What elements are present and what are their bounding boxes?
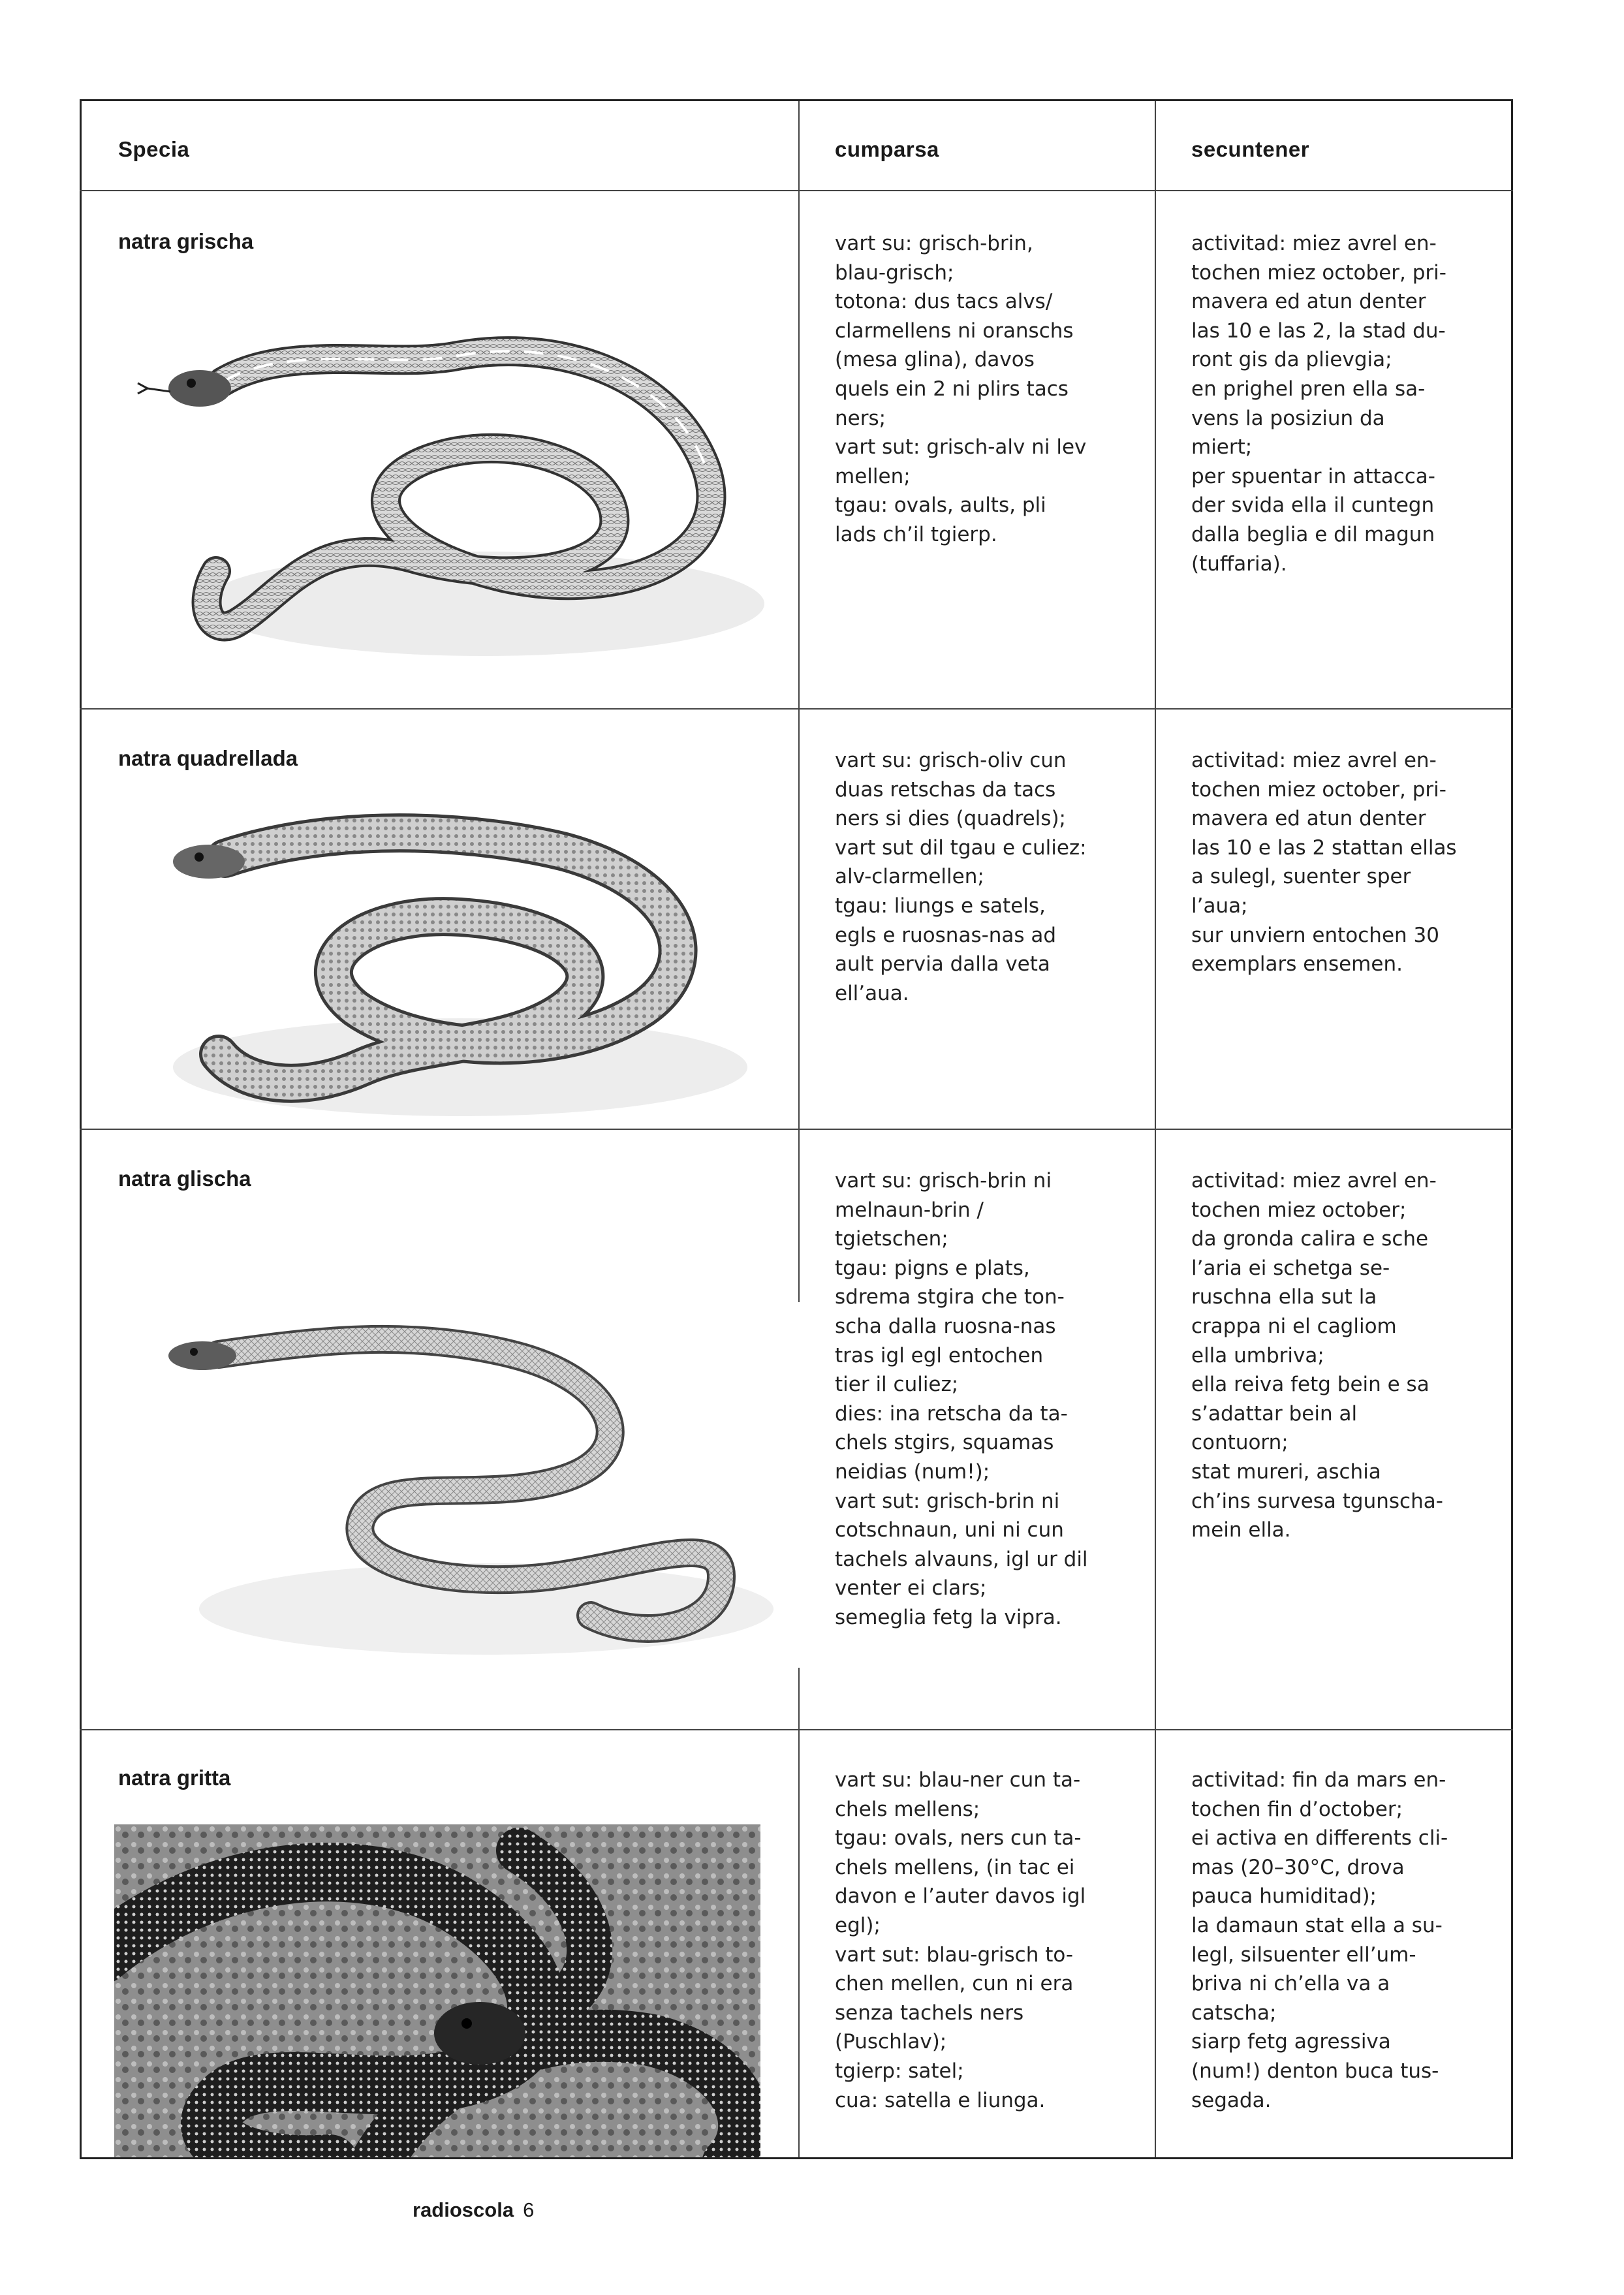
- page-footer: [413, 2198, 534, 2222]
- appearance-natra-grischa: vart su: grisch-brin, blau-grisch; totona: dus tacs alvs/ clarmellens ni oranschs (mesa glina), davos quels ein 2 ni plirs tacs ners; vart sut: grisch-alv ni lev mellen; tgau: ovals, aults, pli lads ch’il tgierp.: [835, 232, 1087, 546]
- snake-illustration-natra-quadrellada: [147, 793, 767, 1119]
- snake-illustration-natra-grischa: [118, 297, 771, 663]
- appearance-natra-glischa: vart su: grisch-brin ni melnaun-brin / tgietschen; tgau: pigns e plats, sdrema stgira che ton- scha dalla ruosna-nas tras igl egl entochen tier il culiez; dies: ina retscha da ta- chels stgirs, squamas neidias (num!); vart sut: grisch-brin ni cotschnaun, uni ni cun tachels alvauns, igl ur dil venter ei clars; semeglia fetg la vipra.: [835, 1169, 1088, 1629]
- publication-name: radioscola: [413, 2198, 514, 2221]
- row-divider: [80, 1729, 1513, 1730]
- header-behavior: secuntener: [1191, 137, 1310, 161]
- appearance-natra-quadrellada: vart su: grisch-oliv cun duas retschas da tacs ners si dies (quadrels); vart sut dil tgau e culiez: alv-clarmellen; tgau: liungs e satels, egls e ruosnas-nas ad ault pervia dalla veta ell’aua.: [835, 749, 1087, 1005]
- behavior-natra-gritta: activitad: fin da mars en- tochen fin d’october; ei activa en differents cli- mas (20–30°C, drova pauca humiditad); la damaun stat ella a su- legl, silsuenter ell’um- briva ni ch’ella va a catscha; siarp fetg agressiva (num!) denton buca tus- segada.: [1191, 1768, 1448, 2112]
- row-divider: [80, 1129, 1513, 1130]
- row-divider: [80, 708, 1513, 710]
- species-name-natra-grischa: natra grischa: [118, 229, 254, 253]
- header-appearance: cumparsa: [835, 137, 939, 161]
- species-name-natra-quadrellada: natra quadrellada: [118, 746, 298, 770]
- behavior-natra-glischa: activitad: miez avrel en- tochen miez october; da gronda calira e sche l’aria ei schetga se- ruschna ella sut la crappa ni el cagliom ella umbriva; ella reiva fetg bein e sa s’adattar bein al contuorn; stat mureri, aschia ch’ins survesa tgunscha- mein ella.: [1191, 1169, 1443, 1542]
- snake-photo-natra-gritta: [114, 1824, 760, 2157]
- species-table: [80, 99, 1513, 2159]
- header-divider: [80, 190, 1513, 191]
- appearance-natra-gritta: vart su: blau-ner cun ta- chels mellens; tgau: ovals, ners cun ta- chels mellens, (in tac ei davon e l’auter davos igl egl); vart sut: blau-grisch to- chen mellen, cun ni era senza tachels ners (Puschlav); tgierp: satel; cua: satella e liunga.: [835, 1768, 1086, 2112]
- behavior-natra-quadrellada: activitad: miez avrel en- tochen miez october, pri- mavera ed atun denter las 10 e las 2 stattan ellas a sulegl, suenter sper l’aua; sur unviern entochen 30 exemplars ensemen.: [1191, 749, 1457, 976]
- page-number: 6: [523, 2198, 535, 2221]
- header-species: Specia: [118, 137, 190, 161]
- species-name-natra-glischa: natra glischa: [118, 1166, 251, 1191]
- species-name-natra-gritta: natra gritta: [118, 1766, 231, 1790]
- snake-illustration-natra-glischa: [147, 1302, 800, 1668]
- behavior-natra-grischa: activitad: miez avrel en- tochen miez october, pri- mavera ed atun denter las 10 e las 2, la stad du- ront gis da plievgia; en prighel pren ella sa- vens la posiziun da miert; per spuentar in attacca- der svida ella il cuntegn dalla beglia e dil magun (tuffaria).: [1191, 232, 1446, 576]
